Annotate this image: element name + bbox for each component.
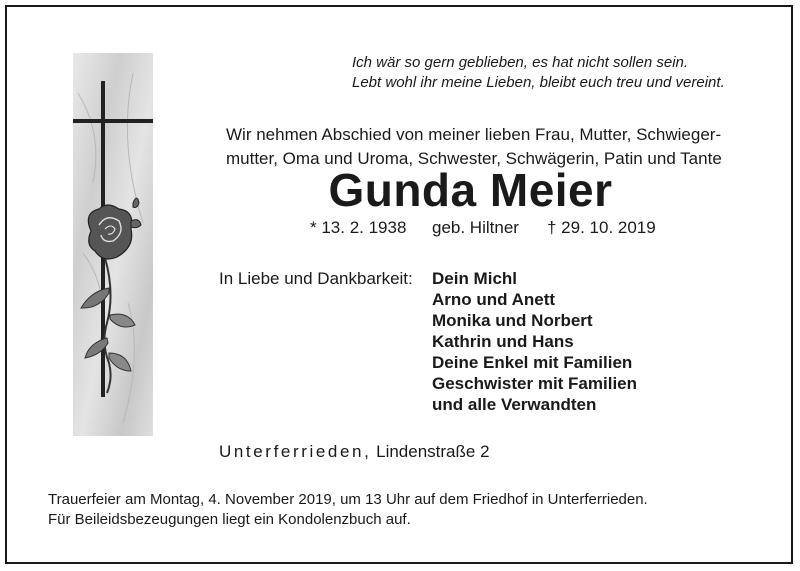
mourner-entry: Deine Enkel mit Familien (432, 353, 633, 372)
death-date: † 29. 10. 2019 (547, 218, 656, 237)
cross-with-rose-icon (73, 53, 153, 436)
mourner-entry: Dein Michl (432, 269, 518, 288)
service-line: Trauerfeier am Montag, 4. November 2019, um 13 Uhr auf dem Friedhof in Unterferrieden. (48, 491, 648, 508)
address-town: Unterferrieden, (219, 442, 372, 461)
funeral-service-info (48, 490, 648, 530)
address-street: Lindenstraße 2 (376, 442, 490, 461)
deceased-name: Gunda Meier (328, 164, 613, 216)
mourner-entry: und alle Verwandten (432, 395, 597, 414)
mourner-entry: Kathrin und Hans (432, 332, 574, 351)
mourners-label: In Liebe und Dankbarkeit: (219, 269, 413, 288)
motto-line: Lebt wohl ihr meine Lieben, bleibt euch treu und vereint. (352, 74, 725, 91)
mourner-entry: Geschwister mit Familien (432, 374, 638, 393)
mourner-entry: Arno und Anett (432, 290, 556, 309)
motto-line: Ich wär so gern geblieben, es hat nicht sollen sein. (352, 54, 689, 71)
intro-line: Wir nehmen Abschied von meiner lieben Frau, Mutter, Schwieger- (226, 125, 722, 144)
birth-date: * 13. 2. 1938 (310, 218, 407, 237)
maiden-name: geb. Hiltner (432, 218, 519, 237)
family-address (219, 440, 490, 464)
mourners-list (432, 268, 637, 415)
mourner-entry: Monika und Norbert (432, 311, 593, 330)
intro-line: mutter, Oma und Uroma, Schwester, Schwägerin, Patin und Tante (226, 149, 722, 168)
condolence-line: Für Beileidsbezeugungen liegt ein Kondolenzbuch auf. (48, 511, 411, 528)
motto-verse (352, 53, 725, 93)
